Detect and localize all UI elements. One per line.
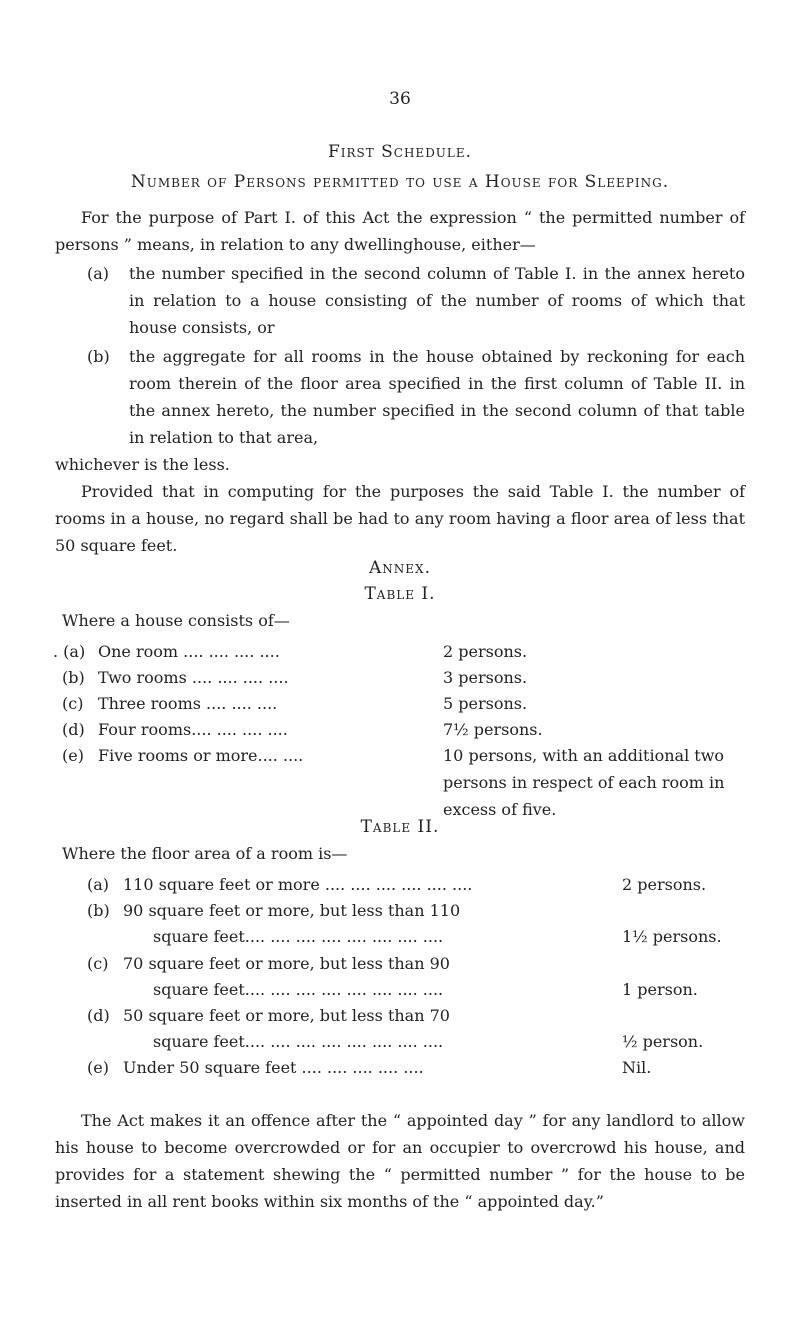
- clause-text: the aggregate for all rooms in the house obtained by reckoning for each room therein of the floor area specified in the first column of Table II. in the annex hereto, the number specified in the second column of that table in relation to that area,: [129, 347, 745, 447]
- row-value: ½ person.: [622, 1032, 704, 1051]
- row-description: 110 square feet or more .... .... .... .... .... ....: [123, 875, 473, 894]
- row-label: (b): [62, 668, 85, 687]
- row-description: Five rooms or more.... ....: [98, 746, 304, 765]
- clause-label: (b): [87, 347, 110, 366]
- schedule-title: First Schedule.: [327, 142, 473, 162]
- row-description: Four rooms.... .... .... ....: [98, 720, 288, 739]
- row-value: Nil.: [622, 1058, 652, 1077]
- row-label: (d): [87, 1006, 110, 1025]
- row-description-continued: square feet.... .... .... .... .... .... .... ....: [153, 927, 444, 946]
- row-value: 7½ persons.: [443, 720, 543, 739]
- clause-text: the number specified in the second column of Table I. in the annex hereto in relation to a house consisting of the number of rooms of which that house consists, or: [129, 264, 745, 337]
- row-value: 5 persons.: [443, 694, 528, 713]
- row-description: Three rooms .... .... ....: [98, 694, 278, 713]
- row-label: (d): [62, 720, 85, 739]
- table-2-title: Table II.: [360, 817, 440, 837]
- row-value: 1½ persons.: [622, 927, 722, 946]
- row-description-continued: square feet.... .... .... .... .... .... .... ....: [153, 980, 444, 999]
- page-number: 36: [389, 89, 411, 109]
- table-2-intro: Where the floor area of a room is—: [62, 844, 348, 863]
- row-label: (c): [62, 694, 84, 713]
- proviso-paragraph: Provided that in computing for the purposes the said Table I. the number of rooms in a house, no regard shall be had to any room having a floor area of less that 50 square feet.: [55, 482, 745, 555]
- row-description-continued: square feet.... .... .... .... .... .... .... ....: [153, 1032, 444, 1051]
- row-description: 90 square feet or more, but less than 110: [123, 901, 461, 920]
- row-value: 10 persons, with an additional two persons in respect of each room in excess of five.: [443, 746, 725, 819]
- row-label: (e): [87, 1058, 109, 1077]
- row-label: (b): [87, 901, 110, 920]
- annex-title: Annex.: [369, 558, 431, 578]
- row-label: (a): [87, 875, 110, 894]
- table-1-intro: Where a house consists of—: [62, 611, 290, 630]
- row-label: . (a): [53, 642, 86, 661]
- row-label: (e): [62, 746, 84, 765]
- section-title: Number of Persons permitted to use a House for Sleeping.: [130, 172, 670, 192]
- row-value: 2 persons.: [622, 875, 707, 894]
- row-description: One room .... .... .... ....: [98, 642, 280, 661]
- row-description: Under 50 square feet .... .... .... .... ....: [123, 1058, 424, 1077]
- whichever-line: whichever is the less.: [55, 455, 230, 474]
- row-value: 2 persons.: [443, 642, 528, 661]
- row-description: 70 square feet or more, but less than 90: [123, 954, 450, 973]
- row-value: 1 person.: [622, 980, 698, 999]
- table-1-title: Table I.: [364, 584, 436, 604]
- row-label: (c): [87, 954, 109, 973]
- intro-paragraph: For the purpose of Part I. of this Act the expression “ the permitted number of persons ” means, in relation to any dwellinghouse, either—: [55, 208, 745, 254]
- row-description: Two rooms .... .... .... ....: [98, 668, 289, 687]
- closing-paragraph: The Act makes it an offence after the “ appointed day ” for any landlord to allow his house to become overcrowded or for an occupier to overcrowd his house, and provides for a statement shewing the “ permitted number ” for the house to be inserted in all rent books within six months of the “ appointed day.”: [55, 1111, 745, 1211]
- clause-label: (a): [87, 264, 110, 283]
- row-value: 3 persons.: [443, 668, 528, 687]
- row-description: 50 square feet or more, but less than 70: [123, 1006, 450, 1025]
